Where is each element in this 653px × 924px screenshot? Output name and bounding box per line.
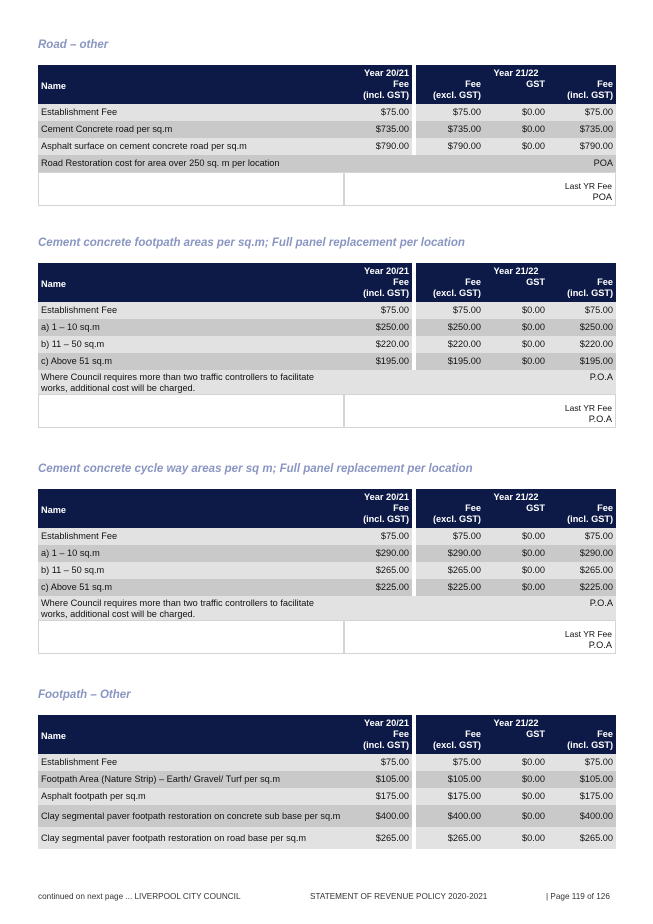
last-year-fee-row <box>38 172 616 206</box>
fee-prev-year: $75.00 <box>344 302 412 319</box>
gst-value: $0.00 <box>484 771 548 788</box>
gst-value: $0.00 <box>484 754 548 771</box>
table-row <box>38 805 616 827</box>
table-row <box>38 579 616 596</box>
last-year-name-cell <box>38 620 344 654</box>
column-header-year-curr: Year 21/22 <box>416 65 616 79</box>
fee-name: c) Above 51 sq.m <box>38 579 344 596</box>
fee-label: Fee <box>465 277 481 287</box>
incl-gst-label: (incl. GST) <box>567 288 614 298</box>
section-title: Footpath – Other <box>38 689 131 701</box>
section-title: Road – other <box>38 39 109 51</box>
fee-incl-gst: $105.00 <box>548 771 616 788</box>
fee-incl-gst: $265.00 <box>548 827 616 849</box>
column-header-fee-incl <box>548 503 616 528</box>
last-year-fee-row <box>38 394 616 428</box>
table-header <box>38 263 616 302</box>
fee-label: Fee <box>393 503 409 513</box>
fee-prev-year: $400.00 <box>344 805 412 827</box>
table-row <box>38 754 616 771</box>
last-year-fee-label: Last YR Fee <box>564 629 613 639</box>
fee-prev-year: $220.00 <box>344 336 412 353</box>
table-header <box>38 65 616 104</box>
section-title: Cement concrete cycle way areas per sq m; Full panel replacement per location <box>38 463 473 475</box>
table-row <box>38 353 616 370</box>
fee-name: Establishment Fee <box>38 104 344 121</box>
fee-incl-gst: $265.00 <box>548 562 616 579</box>
column-header-prev-fee <box>344 503 412 528</box>
fee-prev-year: $175.00 <box>344 788 412 805</box>
column-header-year-prev: Year 20/21 <box>344 263 412 277</box>
excl-gst-label: (excl. GST) <box>433 514 481 524</box>
table-row <box>38 771 616 788</box>
fee-prev-year: $75.00 <box>344 104 412 121</box>
table-row <box>38 138 616 155</box>
last-year-fee-label: Last YR Fee <box>564 403 613 413</box>
fee-name: b) 11 – 50 sq.m <box>38 336 344 353</box>
fee-name: Where Council requires more than two traffic controllers to facilitate works, additional cost will be charged. <box>38 370 344 394</box>
fee-incl-gst: $75.00 <box>548 104 616 121</box>
column-header-year-curr: Year 21/22 <box>416 263 616 277</box>
fee-excl-gst: $75.00 <box>416 754 484 771</box>
fee-incl-gst: $75.00 <box>548 754 616 771</box>
last-year-fee-cell <box>344 172 616 206</box>
fee-excl-gst: $400.00 <box>416 805 484 827</box>
last-year-fee-cell <box>344 620 616 654</box>
column-header-name: Name <box>38 715 344 754</box>
fee-incl-gst: $290.00 <box>548 545 616 562</box>
table-row-poa <box>38 155 616 172</box>
fee-name: Asphalt surface on cement concrete road per sq.m <box>38 138 344 155</box>
table-row <box>38 827 616 849</box>
fee-name: Establishment Fee <box>38 302 344 319</box>
fee-prev-year: $250.00 <box>344 319 412 336</box>
fee-prev-year: $265.00 <box>344 562 412 579</box>
column-header-year-curr: Year 21/22 <box>416 489 616 503</box>
poa-value: P.O.A <box>344 370 616 394</box>
fee-label: Fee <box>393 277 409 287</box>
section-title: Cement concrete footpath areas per sq.m; Full panel replacement per location <box>38 237 465 249</box>
incl-gst-label: (incl. GST) <box>567 90 614 100</box>
footer-page-number: | Page 119 of 126 <box>546 892 610 901</box>
fee-incl-gst: $75.00 <box>548 528 616 545</box>
fee-label: Fee <box>465 729 481 739</box>
incl-gst-label: (incl. GST) <box>567 514 614 524</box>
table-row <box>38 562 616 579</box>
fee-table <box>38 715 616 849</box>
column-header-prev-fee <box>344 277 412 302</box>
fee-excl-gst: $265.00 <box>416 827 484 849</box>
fee-name: Clay segmental paver footpath restoration on road base per sq.m <box>38 827 344 849</box>
fee-name: Cement Concrete road per sq.m <box>38 121 344 138</box>
column-header-year-prev: Year 20/21 <box>344 65 412 79</box>
gst-value: $0.00 <box>484 579 548 596</box>
fee-table <box>38 489 616 654</box>
gst-value: $0.00 <box>484 562 548 579</box>
fee-name: Establishment Fee <box>38 528 344 545</box>
table-row <box>38 528 616 545</box>
fee-prev-year: $225.00 <box>344 579 412 596</box>
footer-left: continued on next page ... LIVERPOOL CITY COUNCIL <box>38 892 241 901</box>
incl-gst-label: (incl. GST) <box>363 90 409 100</box>
fee-excl-gst: $225.00 <box>416 579 484 596</box>
table-row <box>38 319 616 336</box>
column-header-year-prev: Year 20/21 <box>344 715 412 729</box>
gst-value: $0.00 <box>484 353 548 370</box>
fee-name: Asphalt footpath per sq.m <box>38 788 344 805</box>
gst-value: $0.00 <box>484 788 548 805</box>
fee-prev-year: $105.00 <box>344 771 412 788</box>
fee-excl-gst: $75.00 <box>416 104 484 121</box>
fee-label: Fee <box>597 729 614 739</box>
fee-excl-gst: $265.00 <box>416 562 484 579</box>
table-row <box>38 545 616 562</box>
column-header-fee-excl <box>416 729 484 754</box>
section-road-other <box>38 37 616 206</box>
column-header-prev-fee <box>344 729 412 754</box>
fee-excl-gst: $790.00 <box>416 138 484 155</box>
fee-excl-gst: $195.00 <box>416 353 484 370</box>
excl-gst-label: (excl. GST) <box>433 288 481 298</box>
gst-value: $0.00 <box>484 302 548 319</box>
fee-incl-gst: $220.00 <box>548 336 616 353</box>
fee-excl-gst: $75.00 <box>416 528 484 545</box>
incl-gst-label: (incl. GST) <box>363 288 409 298</box>
column-header-fee-incl <box>548 729 616 754</box>
fee-prev-year: $290.00 <box>344 545 412 562</box>
fee-name: a) 1 – 10 sq.m <box>38 545 344 562</box>
section-footpath-areas <box>38 235 616 428</box>
column-header-fee-incl <box>548 277 616 302</box>
fee-prev-year: $75.00 <box>344 754 412 771</box>
incl-gst-label: (incl. GST) <box>363 514 409 524</box>
last-year-fee-value: P.O.A <box>588 414 613 424</box>
column-header-gst: GST <box>484 729 548 754</box>
fee-prev-year: $195.00 <box>344 353 412 370</box>
fee-table <box>38 65 616 206</box>
last-year-fee-value: POA <box>592 192 613 202</box>
column-header-gst: GST <box>484 277 548 302</box>
excl-gst-label: (excl. GST) <box>433 90 481 100</box>
fee-name: Footpath Area (Nature Strip) – Earth/ Gravel/ Turf per sq.m <box>38 771 344 788</box>
fee-excl-gst: $220.00 <box>416 336 484 353</box>
column-header-gst: GST <box>484 79 548 104</box>
section-cycle-way-areas <box>38 461 616 654</box>
table-row <box>38 302 616 319</box>
fee-label: Fee <box>597 79 614 89</box>
fee-prev-year: $790.00 <box>344 138 412 155</box>
fee-table <box>38 263 616 428</box>
fee-name: Road Restoration cost for area over 250 sq. m per location <box>38 155 344 172</box>
table-row <box>38 104 616 121</box>
fee-prev-year: $265.00 <box>344 827 412 849</box>
fee-name: Where Council requires more than two traffic controllers to facilitate works, additional cost will be charged. <box>38 596 344 620</box>
gst-value: $0.00 <box>484 319 548 336</box>
last-year-fee-label: Last YR Fee <box>564 181 613 191</box>
column-header-name: Name <box>38 489 344 528</box>
table-row <box>38 788 616 805</box>
column-header-prev-fee <box>344 79 412 104</box>
excl-gst-label: (excl. GST) <box>433 740 481 750</box>
section-footpath-other <box>38 687 616 849</box>
last-year-fee-row <box>38 620 616 654</box>
footer-center: STATEMENT OF REVENUE POLICY 2020-2021 <box>310 892 488 901</box>
table-header <box>38 715 616 754</box>
fee-incl-gst: $790.00 <box>548 138 616 155</box>
fee-incl-gst: $75.00 <box>548 302 616 319</box>
gst-value: $0.00 <box>484 121 548 138</box>
fee-excl-gst: $175.00 <box>416 788 484 805</box>
fee-excl-gst: $105.00 <box>416 771 484 788</box>
table-row-poa <box>38 596 616 620</box>
column-header-fee-excl <box>416 503 484 528</box>
fee-excl-gst: $75.00 <box>416 302 484 319</box>
fee-name: Clay segmental paver footpath restoration on concrete sub base per sq.m <box>38 805 344 827</box>
column-header-gst: GST <box>484 503 548 528</box>
table-header <box>38 489 616 528</box>
incl-gst-label: (incl. GST) <box>363 740 409 750</box>
poa-value: P.O.A <box>344 596 616 620</box>
column-header-fee-excl <box>416 79 484 104</box>
gst-value: $0.00 <box>484 104 548 121</box>
last-year-fee-value: P.O.A <box>588 640 613 650</box>
column-header-fee-incl <box>548 79 616 104</box>
table-row <box>38 121 616 138</box>
fee-name: c) Above 51 sq.m <box>38 353 344 370</box>
fee-label: Fee <box>393 79 409 89</box>
table-row <box>38 336 616 353</box>
fee-label: Fee <box>393 729 409 739</box>
poa-value: POA <box>344 155 616 172</box>
incl-gst-label: (incl. GST) <box>567 740 614 750</box>
column-header-year-prev: Year 20/21 <box>344 489 412 503</box>
column-header-year-curr: Year 21/22 <box>416 715 616 729</box>
fee-label: Fee <box>465 79 481 89</box>
column-header-name: Name <box>38 263 344 302</box>
fee-incl-gst: $400.00 <box>548 805 616 827</box>
fee-label: Fee <box>597 277 614 287</box>
fee-prev-year: $75.00 <box>344 528 412 545</box>
fee-excl-gst: $735.00 <box>416 121 484 138</box>
table-row-poa <box>38 370 616 394</box>
column-header-name: Name <box>38 65 344 104</box>
fee-incl-gst: $175.00 <box>548 788 616 805</box>
fee-incl-gst: $225.00 <box>548 579 616 596</box>
fee-label: Fee <box>597 503 614 513</box>
last-year-fee-cell <box>344 394 616 428</box>
gst-value: $0.00 <box>484 336 548 353</box>
gst-value: $0.00 <box>484 545 548 562</box>
fee-name: a) 1 – 10 sq.m <box>38 319 344 336</box>
gst-value: $0.00 <box>484 827 548 849</box>
gst-value: $0.00 <box>484 805 548 827</box>
fee-excl-gst: $250.00 <box>416 319 484 336</box>
gst-value: $0.00 <box>484 138 548 155</box>
gst-value: $0.00 <box>484 528 548 545</box>
fee-incl-gst: $250.00 <box>548 319 616 336</box>
last-year-name-cell <box>38 394 344 428</box>
fee-name: Establishment Fee <box>38 754 344 771</box>
fee-label: Fee <box>465 503 481 513</box>
fee-prev-year: $735.00 <box>344 121 412 138</box>
fee-name: b) 11 – 50 sq.m <box>38 562 344 579</box>
column-header-fee-excl <box>416 277 484 302</box>
fee-incl-gst: $195.00 <box>548 353 616 370</box>
last-year-name-cell <box>38 172 344 206</box>
fee-excl-gst: $290.00 <box>416 545 484 562</box>
fee-incl-gst: $735.00 <box>548 121 616 138</box>
